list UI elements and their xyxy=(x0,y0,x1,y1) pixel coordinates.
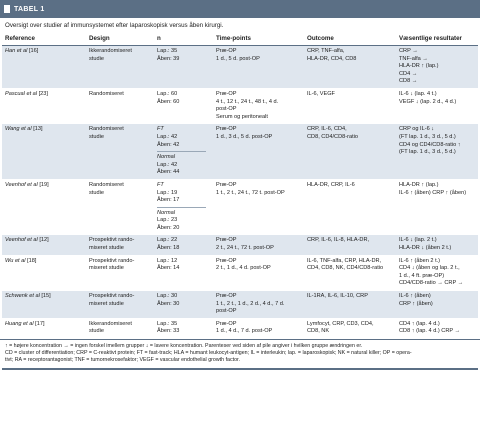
result-line: IL-6 ↓ (lap. 4 t.) xyxy=(399,90,437,97)
cell-outcome xyxy=(307,48,399,86)
reference-number: [18] xyxy=(25,257,37,264)
outcome-line: HLA-DR, CRP, IL-6 xyxy=(307,181,355,188)
cell-results xyxy=(399,126,480,177)
n-line: Åben: 39 xyxy=(157,55,180,62)
cell-outcome xyxy=(307,321,399,336)
n-line: Åben: 60 xyxy=(157,98,180,105)
outcome-line: CD4, CD8, NK, CD4/CD8-ratio xyxy=(307,265,384,272)
outcome-line: IL-6, TNF-alfa, CRP, HLA-DR, xyxy=(307,257,382,264)
table-body xyxy=(2,46,478,339)
cell-reference xyxy=(5,91,89,121)
bottom-rule xyxy=(2,368,478,370)
cell-timepoints xyxy=(216,48,307,86)
result-line: VEGF ↓ (lap. 2 d., 4 d.) xyxy=(399,98,457,105)
table-row xyxy=(2,89,478,124)
header-results: Væsentlige resultater xyxy=(399,35,462,42)
result-line: CD8 → xyxy=(399,78,418,85)
cell-results xyxy=(399,91,480,121)
design-line: miseret studie xyxy=(89,265,124,272)
design-line: Prospektivt rando- xyxy=(89,257,135,264)
reference-author: Wang et al xyxy=(5,126,32,133)
cell-design xyxy=(89,258,157,288)
table-header-row xyxy=(2,35,478,46)
design-line: Ikkerandomiseret xyxy=(89,48,132,54)
reference-number: [23] xyxy=(37,90,48,97)
n-line: Lap.: 19 xyxy=(157,189,178,196)
reference-number: [12] xyxy=(37,237,49,244)
reference-author: Wu et al xyxy=(5,257,26,264)
design-line: Prospektivt rando- xyxy=(89,237,135,244)
cell-reference xyxy=(5,126,89,177)
n-line: Lap.: 42 xyxy=(157,133,178,140)
timepoint-line: Præ-OP xyxy=(216,48,237,54)
design-line: Randomiseret xyxy=(89,181,124,188)
timepoint-line: post-OP xyxy=(216,106,237,113)
result-line: CRP ↑ (åben) xyxy=(399,300,433,307)
timepoint-line: Præ-OP xyxy=(216,90,237,97)
timepoint-line: Præ-OP xyxy=(216,293,237,300)
result-line: (FT lap. 1 d., 3 d., 5 d.) xyxy=(399,133,456,140)
table-row xyxy=(2,291,478,319)
cell-reference xyxy=(5,48,89,86)
timepoint-line: 1 t., 2 t., 1 d., 2 d., 4 d., 7 d. xyxy=(216,300,285,307)
cell-reference xyxy=(5,258,89,288)
outcome-line: Lymfocyt, CRP, CD3, CD4, xyxy=(307,320,374,327)
n-line: Åben: 17 xyxy=(157,197,180,204)
cell-timepoints xyxy=(216,126,307,177)
cell-design xyxy=(89,182,157,233)
design-line: studie xyxy=(89,133,104,140)
table-row xyxy=(2,235,478,255)
cell-design xyxy=(89,237,157,252)
cell-outcome xyxy=(307,258,399,288)
cell-results xyxy=(399,258,480,288)
n-line: Åben: 33 xyxy=(157,328,180,335)
design-line: studie xyxy=(89,189,104,196)
cell-timepoints xyxy=(216,182,307,233)
cell-n xyxy=(157,126,216,177)
n-group-label: Normal xyxy=(157,154,176,161)
footnote-line: CD = cluster of differentiation; CRP = C-reaktivt protein; FT = fast-track; HLA = humant leukocyt-antigen; IL = interleukin; lap. = laparoskopisk; NK = natural killer; OP = opera- xyxy=(5,350,412,356)
result-line: CD4 ↑ (lap. 4 d.) xyxy=(399,320,440,327)
n-separator xyxy=(157,207,206,208)
result-line: CRP → xyxy=(399,48,418,54)
reference-author: Huang et al xyxy=(5,320,34,327)
cell-n xyxy=(157,258,216,288)
cell-timepoints xyxy=(216,237,307,252)
cell-results xyxy=(399,237,480,252)
reference-author: Han et al xyxy=(5,48,28,54)
timepoint-line: 1 t., 2 t., 24 t., 72 t. post-OP xyxy=(216,189,285,196)
outcome-line: CRP, IL-6, CD4, xyxy=(307,126,347,133)
design-line: studie xyxy=(89,328,104,335)
result-line: TNF-alfa → xyxy=(399,55,428,62)
timepoint-line: Præ-OP xyxy=(216,257,237,264)
timepoint-line: post-OP xyxy=(216,308,237,315)
cell-outcome xyxy=(307,293,399,316)
reference-number: [13] xyxy=(31,126,43,133)
result-line: IL-6 ↑ (åben) CRP ↑ (åben) xyxy=(399,189,467,196)
cell-results xyxy=(399,182,480,233)
footnote-line: ↑ = højere koncentration → = ingen forskel imellem grupper ↓ = lavere koncentration. Parenteser ved siden af pile angiver i hvilken gruppe ændringen er. xyxy=(5,343,363,349)
timepoint-line: Serum og peritonealt xyxy=(216,113,268,120)
design-line: Randomiseret xyxy=(89,126,124,133)
header-outcome: Outcome xyxy=(307,35,334,42)
cell-design xyxy=(89,293,157,316)
cell-results xyxy=(399,293,480,316)
cell-design xyxy=(89,321,157,336)
table-footnote xyxy=(0,339,480,364)
timepoint-line: 2 t., 1 d., 4 d. post-OP xyxy=(216,265,271,272)
table-row xyxy=(2,46,478,89)
n-line: Lap.: 30 xyxy=(157,293,178,300)
timepoint-line: Præ-OP xyxy=(216,126,237,133)
n-group-label: FT xyxy=(157,181,164,188)
cell-results xyxy=(399,321,480,336)
result-line: HLA-DR ↓ (åben 2 t.) xyxy=(399,245,452,252)
reference-number: [19] xyxy=(37,181,49,188)
result-line: CD4 og CD4/CD8-ratio ↑ xyxy=(399,141,461,148)
reference-number: [16] xyxy=(27,48,39,54)
design-line: studie xyxy=(89,55,104,62)
result-line: 1 d., 4 ft. præ-OP) xyxy=(399,272,445,279)
design-line: miseret studie xyxy=(89,245,124,252)
reference-author: Schwenk et al xyxy=(5,293,40,300)
n-line: Lap.: 35 xyxy=(157,48,178,54)
cell-n xyxy=(157,321,216,336)
n-group-label: FT xyxy=(157,126,164,133)
cell-reference xyxy=(5,237,89,252)
table-row xyxy=(2,124,478,180)
timepoint-line: Præ-OP xyxy=(216,320,237,327)
n-line: Åben: 30 xyxy=(157,300,180,307)
cell-results xyxy=(399,48,480,86)
cell-outcome xyxy=(307,91,399,121)
n-line: Åben: 20 xyxy=(157,224,180,231)
timepoint-line: 4 t., 12 t., 24 t., 48 t., 4 d. xyxy=(216,98,279,105)
cell-design xyxy=(89,91,157,121)
reference-author: Veenhof et al xyxy=(5,237,38,244)
timepoint-line: Præ-OP xyxy=(216,237,237,244)
result-line: CD4 → xyxy=(399,70,418,77)
design-line: Prospektivt rando- xyxy=(89,293,135,300)
cell-n xyxy=(157,91,216,121)
header-design: Design xyxy=(89,35,110,42)
n-line: Lap.: 22 xyxy=(157,237,178,244)
reference-author: Veenhof et al xyxy=(5,181,38,188)
outcome-line: IL-6, VEGF xyxy=(307,90,335,97)
result-line: CD8 ↑ (lap. 4 d.) CRP → xyxy=(399,328,461,335)
timepoint-line: 2 t., 24 t., 72 t. post-OP xyxy=(216,245,274,252)
outcome-line: CD8, CD4/CD8-ratio xyxy=(307,133,358,140)
cell-outcome xyxy=(307,182,399,233)
timepoint-line: 1 d., 4 d., 7 d. post-OP xyxy=(216,328,273,335)
result-line: CRP og IL-6 ↓ xyxy=(399,126,435,133)
cell-design xyxy=(89,126,157,177)
n-line: Lap.: 60 xyxy=(157,90,178,97)
footnote-line: tivt; RA = receptorantagonist; TNF = tumornekrosefaktor; VEGF = vascular endothelial growth factor. xyxy=(5,357,240,363)
header-n: n xyxy=(157,35,161,42)
reference-number: [15] xyxy=(39,293,51,300)
table-row xyxy=(2,256,478,291)
result-line: CD4 ↓ (åben og lap. 2 t., xyxy=(399,265,460,272)
n-line: Åben: 14 xyxy=(157,265,180,272)
n-line: Lap.: 42 xyxy=(157,161,178,168)
table-caption: Oversigt over studier af immunsystemet efter laparoskopisk versus åben kirurgi. xyxy=(5,22,224,29)
label-marker xyxy=(4,5,10,13)
outcome-line: CRP, TNF-alfa, xyxy=(307,48,345,54)
cell-n xyxy=(157,237,216,252)
design-line: Randomiseret xyxy=(89,90,124,97)
table-label: TABEL 1 xyxy=(14,5,45,13)
n-separator xyxy=(157,151,206,152)
table-row xyxy=(2,319,478,339)
cell-timepoints xyxy=(216,293,307,316)
table-row xyxy=(2,180,478,236)
cell-n xyxy=(157,48,216,86)
result-line: IL-6 ↑ (åben 2 t.) xyxy=(399,257,441,264)
cell-n xyxy=(157,293,216,316)
cell-timepoints xyxy=(216,258,307,288)
n-line: Lap.: 35 xyxy=(157,320,178,327)
result-line: IL-6 ↓ (lap. 2 t.) xyxy=(399,237,437,244)
n-line: Lap.: 23 xyxy=(157,217,178,224)
outcome-line: CRP, IL-6, IL-8, HLA-DR, xyxy=(307,237,370,244)
result-line: HLA-DR ↑ (lap.) xyxy=(399,181,439,188)
outcome-line: IL-1RA, IL-6, IL-10, CRP xyxy=(307,293,368,300)
header-timepoints: Time-points xyxy=(216,35,251,42)
cell-reference xyxy=(5,321,89,336)
design-line: Ikkerandomiseret xyxy=(89,320,132,327)
timepoint-line: Præ-OP xyxy=(216,181,237,188)
cell-outcome xyxy=(307,237,399,252)
n-line: Åben: 42 xyxy=(157,141,180,148)
header-reference: Reference xyxy=(5,35,35,42)
cell-design xyxy=(89,48,157,86)
timepoint-line: 1 d., 5 d. post-OP xyxy=(216,55,260,62)
cell-timepoints xyxy=(216,321,307,336)
reference-number: [17] xyxy=(33,320,45,327)
result-line: HLA-DR ↑ (lap.) xyxy=(399,63,439,70)
cell-reference xyxy=(5,293,89,316)
timepoint-line: 1 d., 3 d., 5 d. post-OP xyxy=(216,133,273,140)
result-line: (FT lap. 1 d., 3 d., 5 d.) xyxy=(399,149,456,156)
cell-n xyxy=(157,182,216,233)
n-line: Lap.: 12 xyxy=(157,257,178,264)
cell-outcome xyxy=(307,126,399,177)
n-line: Åben: 44 xyxy=(157,169,180,176)
result-line: IL-6 ↑ (åben) xyxy=(399,293,431,300)
n-group-label: Normal xyxy=(157,209,176,216)
reference-author: Pascual et al xyxy=(5,90,38,97)
outcome-line: CD8, NK xyxy=(307,328,330,335)
result-line: CD4/CD8-ratio → CRP → xyxy=(399,280,464,287)
outcome-line: HLA-DR, CD4, CD8 xyxy=(307,55,357,62)
n-line: Åben: 18 xyxy=(157,245,180,252)
cell-timepoints xyxy=(216,91,307,121)
data-table xyxy=(2,35,478,339)
cell-reference xyxy=(5,182,89,233)
table-label-bar xyxy=(0,0,480,18)
design-line: miseret studie xyxy=(89,300,124,307)
